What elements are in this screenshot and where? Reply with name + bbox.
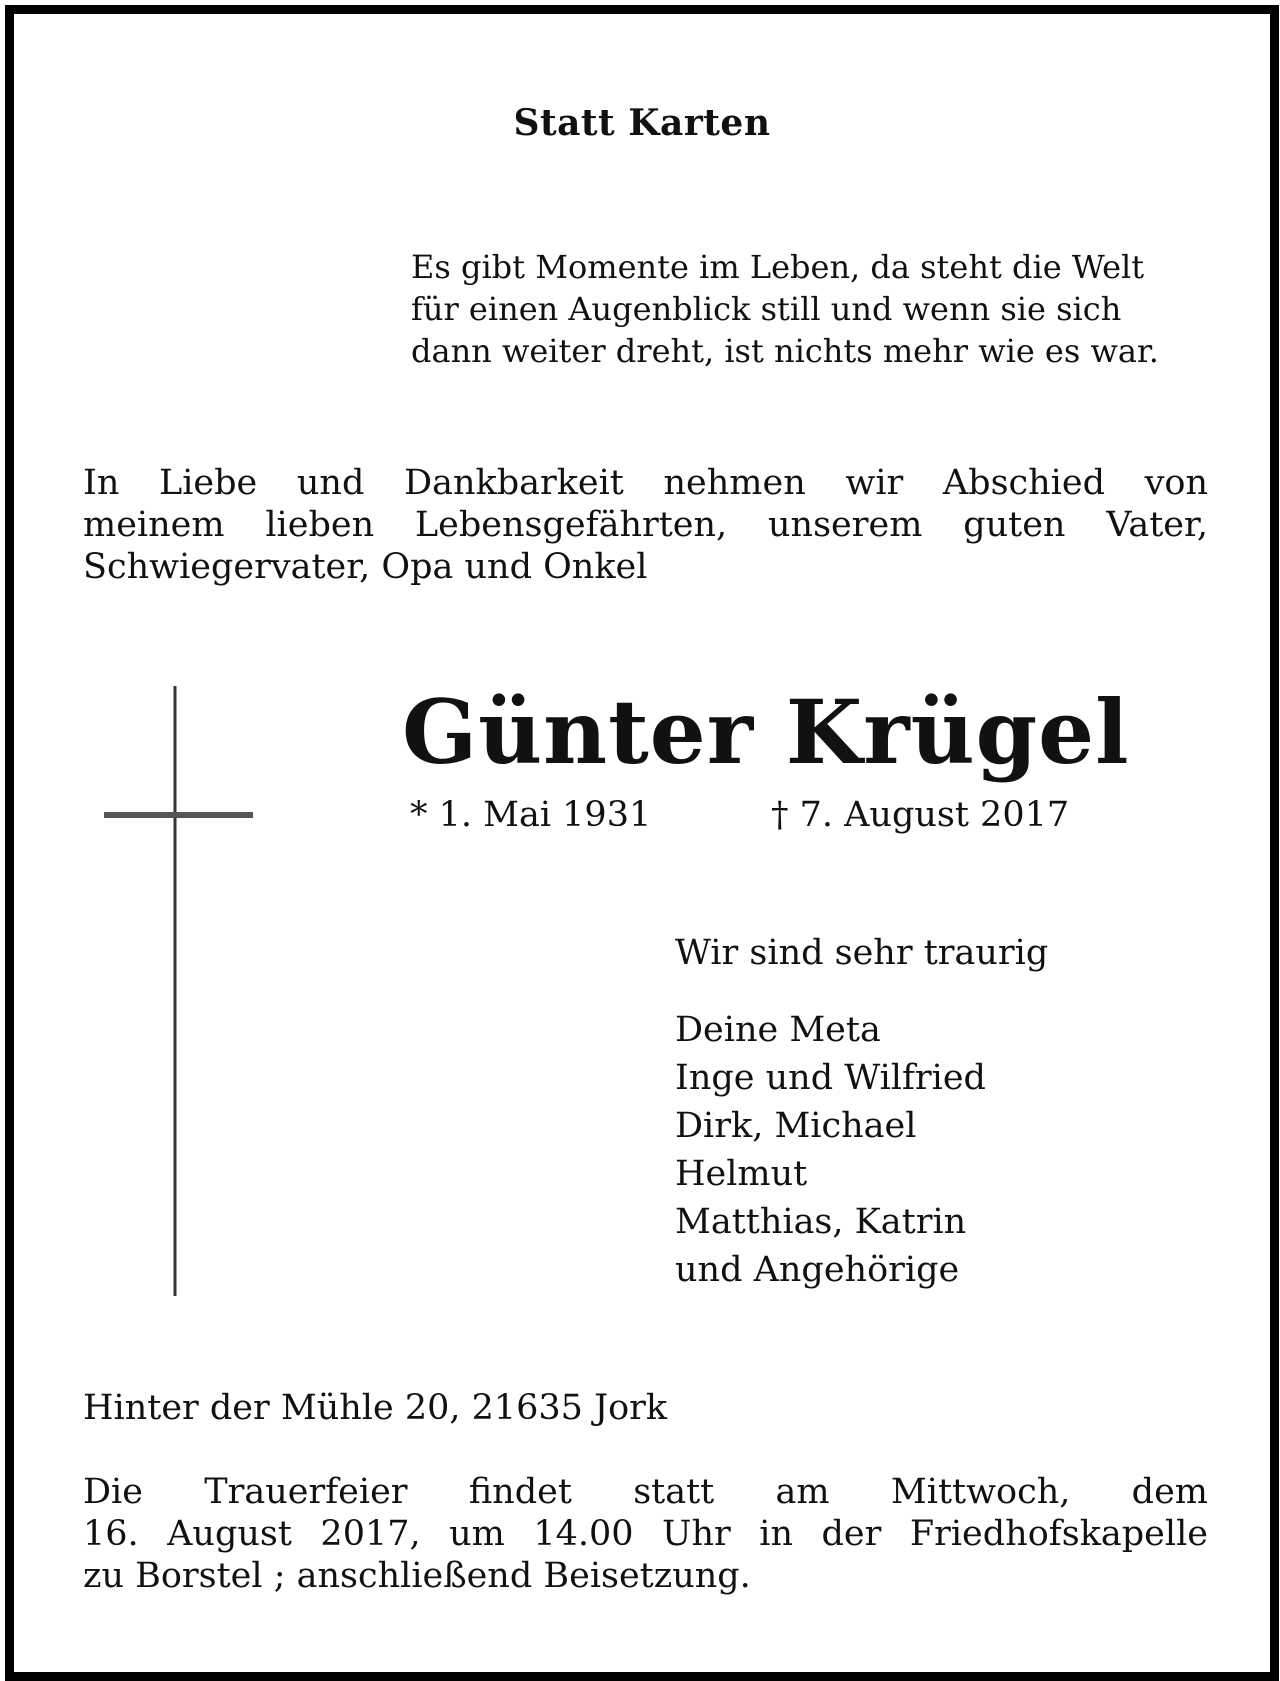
header-title: Statt Karten [513,102,771,144]
ceremony-info [83,1471,1208,1597]
mourner-item: Helmut [675,1154,808,1194]
cross-icon [96,686,256,1296]
obituary-notice [5,5,1279,1681]
quote-line: dann weiter dreht, ist nichts mehr wie es war. [411,332,1159,370]
mourner-item: Deine Meta [675,1010,881,1050]
mourner-item: Matthias, Katrin [675,1202,967,1242]
quote-line: für einen Augenblick still und wenn sie sich [411,290,1122,328]
intro-line: Schwiegervater, Opa und Onkel [83,547,648,587]
intro-line: meinem lieben Lebensgefährten, unserem guten Vater, [83,505,1208,545]
mourners-list [675,1006,986,1294]
memorial-quote [411,246,1159,372]
mourner-item: und Angehörige [675,1250,960,1290]
birth-date: * 1. Mai 1931 [410,795,652,835]
signoff-text: Wir sind sehr traurig [675,933,1049,973]
mourner-item: Inge und Wilfried [675,1058,986,1098]
quote-line: Es gibt Momente im Leben, da steht die Welt [411,248,1145,286]
ceremony-line: zu Borstel ; anschließend Beisetzung. [83,1556,751,1596]
mourner-item: Dirk, Michael [675,1106,917,1146]
address: Hinter der Mühle 20, 21635 Jork [83,1388,668,1428]
intro-line: In Liebe und Dankbarkeit nehmen wir Abschied von [83,463,1208,503]
ceremony-line: Die Trauerfeier findet statt am Mittwoch, dem [83,1472,1208,1512]
intro-text [83,462,1208,588]
death-date: † 7. August 2017 [771,795,1070,835]
deceased-name: Günter Krügel [402,680,1130,784]
ceremony-line: 16. August 2017, um 14.00 Uhr in der Friedhofskapelle [83,1514,1208,1554]
